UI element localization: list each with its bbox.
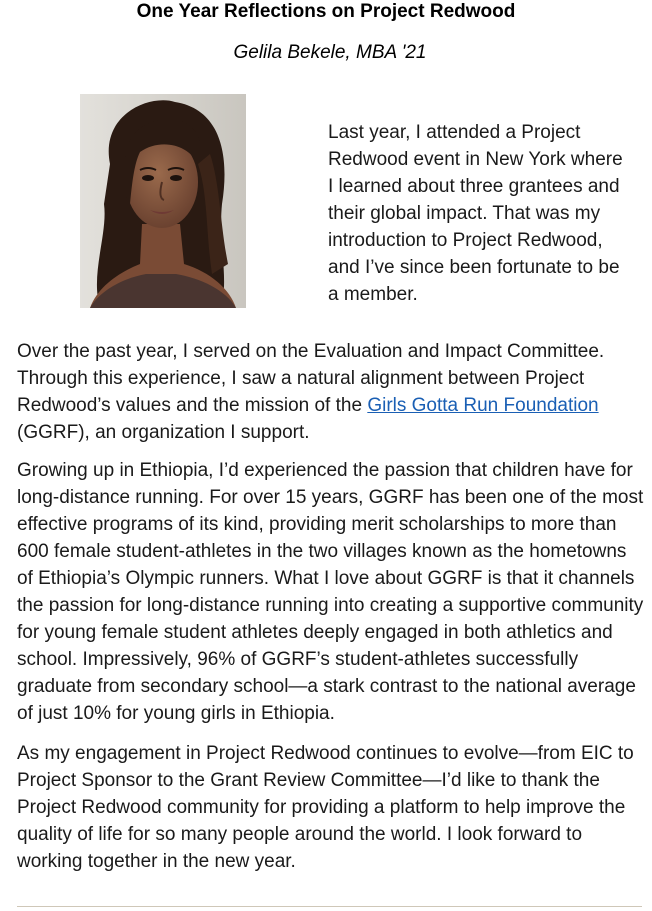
paragraph-text: Over the past year, I served on the Evaluation and Impact Committee. Through this experience, I saw a natural alignment between Project Redwood’s values and the mission of the: [17, 341, 605, 416]
paragraph-closing: As my engagement in Project Redwood continues to evolve—from EIC to Project Sponsor to the Grant Review Committee—I’d like to thank the Project Redwood community for providing a platform to help improve the quality of life for so many people around the world. I look forward to working together in the new year.: [17, 743, 634, 872]
paragraph-text: (GGRF), an organization I support.: [17, 422, 310, 443]
divider-line: [17, 906, 642, 907]
ggrf-link[interactable]: Girls Gotta Run Foundation: [367, 395, 599, 416]
author-photo: [80, 94, 246, 308]
article-title: One Year Reflections on Project Redwood: [136, 1, 516, 22]
author-byline: Gelila Bekele, MBA '21: [233, 42, 427, 63]
paragraph-committee: [17, 338, 647, 446]
intro-paragraph: Last year, I attended a Project Redwood event in New York where I learned about three grantees and their global impact. That was my introduction to Project Redwood, and I’ve since been fortunate to be a member.: [328, 122, 623, 305]
paragraph-ethiopia: Growing up in Ethiopia, I’d experienced the passion that children have for long-distance running. For over 15 years, GGRF has been one of the most effective programs of its kind, providing merit scholarships to more than 600 female student-athletes in the two villages known as the hometowns of Ethiopia’s Olympic runners. What I love about GGRF is that it channels the passion for long-distance running into creating a supportive community for young female student athletes deeply engaged in both athletics and school. Impressively, 96% of GGRF’s student-athletes successfully graduate from secondary school—a stark contrast to the national average of just 10% for young girls in Ethiopia.: [17, 460, 644, 724]
